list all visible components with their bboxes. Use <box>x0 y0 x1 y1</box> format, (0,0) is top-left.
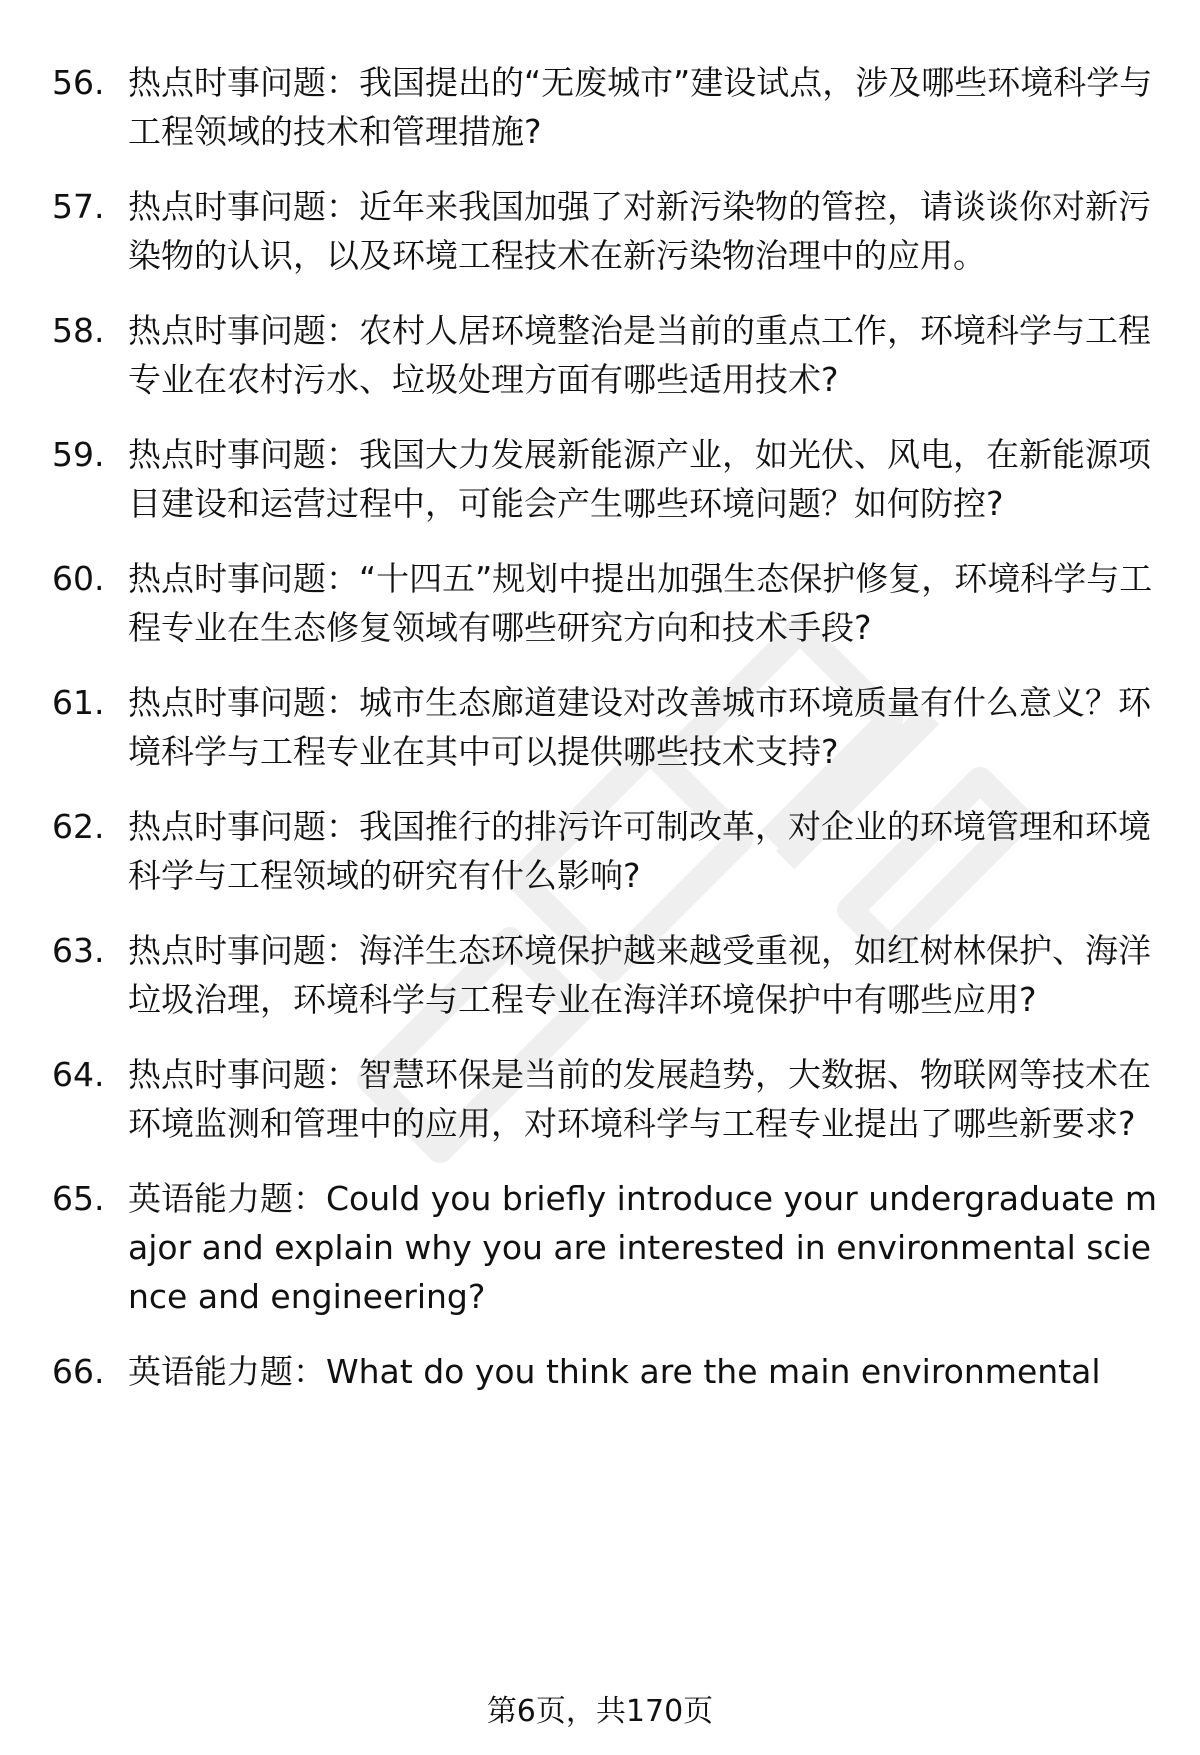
list-item <box>52 1050 1162 1148</box>
question-text: 热点时事问题：我国推行的排污许可制改革，对企业的环境管理和环境科学与工程领域的研究有什么影响? <box>128 807 1151 895</box>
list-item <box>52 1347 1162 1396</box>
page-footer: 第6页，共170页 <box>486 1694 714 1729</box>
list-item <box>52 1174 1162 1321</box>
question-number: 62. <box>52 807 105 846</box>
question-number: 65. <box>52 1179 105 1218</box>
question-number: 60. <box>52 559 105 598</box>
question-text: 热点时事问题：智慧环保是当前的发展趋势，大数据、物联网等技术在环境监测和管理中的应用，对环境科学与工程专业提出了哪些新要求? <box>128 1055 1151 1143</box>
question-number: 66. <box>52 1352 105 1391</box>
question-number: 63. <box>52 931 105 970</box>
question-list <box>52 58 1162 1422</box>
question-text: 热点时事问题：农村人居环境整治是当前的重点工作，环境科学与工程专业在农村污水、垃圾处理方面有哪些适用技术? <box>128 311 1151 399</box>
question-text: 热点时事问题：城市生态廊道建设对改善城市环境质量有什么意义？环境科学与工程专业在其中可以提供哪些技术支持? <box>128 683 1151 771</box>
question-text: 热点时事问题：“十四五”规划中提出加强生态保护修复，环境科学与工程专业在生态修复领域有哪些研究方向和技术手段? <box>128 559 1153 647</box>
list-item <box>52 554 1162 652</box>
question-number: 61. <box>52 683 105 722</box>
question-text: 热点时事问题：海洋生态环境保护越来越受重视，如红树林保护、海洋垃圾治理，环境科学与工程专业在海洋环境保护中有哪些应用? <box>128 931 1151 1019</box>
question-text: 英语能力题：Could you briefly introduce your undergraduate major and explain why you are interested in environmental science and engineering? <box>128 1179 1157 1316</box>
question-number: 56. <box>52 63 105 102</box>
question-text: 英语能力题：What do you think are the main environmental <box>128 1352 1101 1391</box>
list-item <box>52 58 1162 156</box>
list-item <box>52 678 1162 776</box>
question-number: 59. <box>52 435 105 474</box>
question-text: 热点时事问题：我国提出的“无废城市”建设试点，涉及哪些环境科学与工程领域的技术和管理措施? <box>128 63 1153 151</box>
question-number: 64. <box>52 1055 105 1094</box>
list-item <box>52 430 1162 528</box>
list-item <box>52 306 1162 404</box>
question-text: 热点时事问题：近年来我国加强了对新污染物的管控，请谈谈你对新污染物的认识，以及环境工程技术在新污染物治理中的应用。 <box>128 187 1151 275</box>
list-item <box>52 926 1162 1024</box>
list-item <box>52 182 1162 280</box>
question-text: 热点时事问题：我国大力发展新能源产业，如光伏、风电，在新能源项目建设和运营过程中，可能会产生哪些环境问题？如何防控? <box>128 435 1151 523</box>
question-number: 57. <box>52 187 105 226</box>
list-item <box>52 802 1162 900</box>
question-number: 58. <box>52 311 105 350</box>
